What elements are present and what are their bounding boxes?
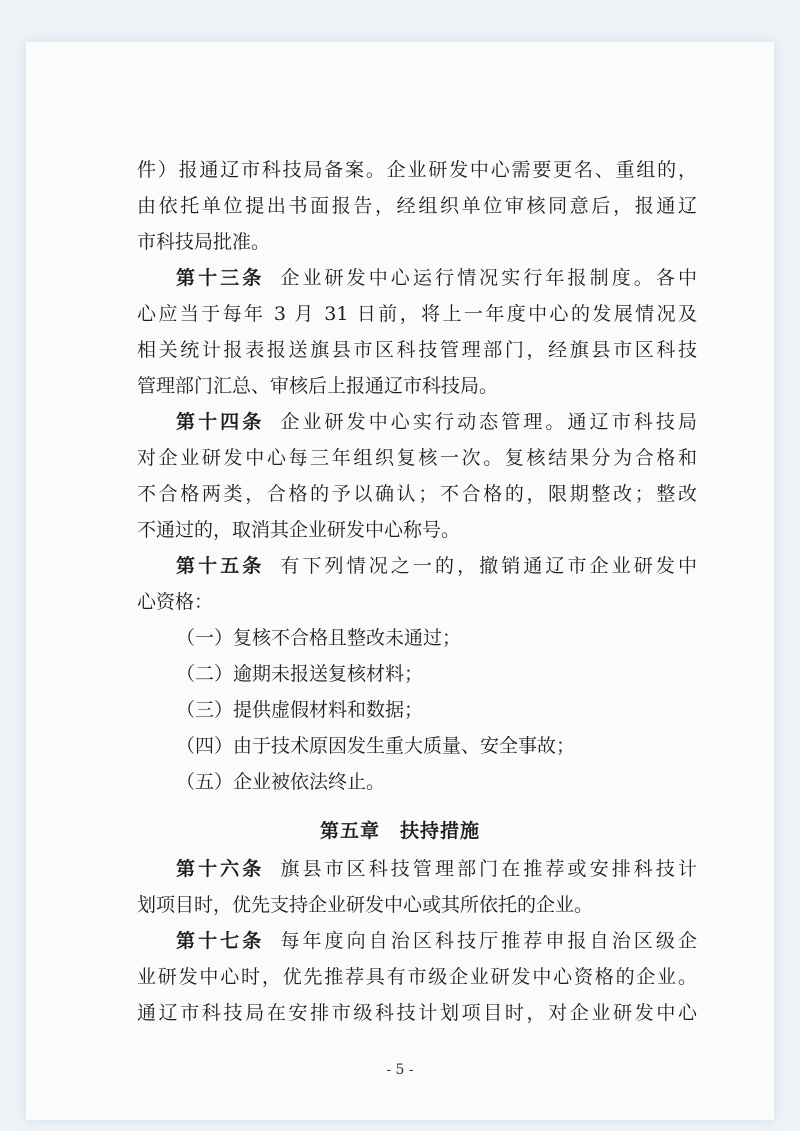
text-line: 划项目时，优先支持企业研发中心或其所依托的企业。 <box>137 894 594 916</box>
text-line: 不通过的，取消其企业研发中心称号。 <box>137 519 461 541</box>
article-16-label: 第十六条 <box>176 858 265 880</box>
list-item: （三）提供虚假材料和数据； <box>176 699 424 721</box>
article-15-label: 第十五条 <box>176 555 265 577</box>
text-line: 每年度向自治区科技厅推荐申报自治区级企 <box>280 930 697 952</box>
text-line: 件）报通辽市科技局备案。企业研发中心需要更名、重组的， <box>137 159 697 181</box>
text-line: 心应当于每年 3 月 31 日前，将上一年度中心的发展情况及 <box>137 303 697 325</box>
list-item: （四）由于技术原因发生重大质量、安全事故； <box>176 735 576 757</box>
text-line: 业研发中心时，优先推荐具有市级企业研发中心资格的企业。 <box>137 966 697 988</box>
article-14-label: 第十四条 <box>176 411 265 433</box>
text-line: 企业研发中心实行动态管理。通辽市科技局 <box>280 411 697 433</box>
text-line: 企业研发中心运行情况实行年报制度。各中 <box>280 267 697 289</box>
list-item: （二）逾期未报送复核材料； <box>176 663 424 685</box>
article-16-first-line <box>176 856 697 882</box>
text-line: 市科技局批准。 <box>137 231 271 253</box>
text-line: 心资格： <box>137 591 214 613</box>
text-line: 有下列情况之一的，撤销通辽市企业研发中 <box>280 555 697 577</box>
text-line: 相关统计报表报送旗县市区科技管理部门，经旗县市区科技 <box>137 339 697 361</box>
article-15-first-line <box>176 553 697 579</box>
article-14-first-line <box>176 409 697 435</box>
list-item: （一）复核不合格且整改未通过； <box>176 627 462 649</box>
text-line: 由依托单位提出书面报告，经组织单位审核同意后，报通辽 <box>137 195 697 217</box>
text-line: 不合格两类，合格的予以确认；不合格的，限期整改；整改 <box>137 483 697 505</box>
text-line: 通辽市科技局在安排市级科技计划项目时，对企业研发中心 <box>137 1002 697 1024</box>
list-item: （五）企业被依法终止。 <box>176 771 386 793</box>
text-line: 旗县市区科技管理部门在推荐或安排科技计 <box>280 858 697 880</box>
article-17-label: 第十七条 <box>176 930 265 952</box>
page-number: - 5 - <box>386 1062 414 1078</box>
text-line: 对企业研发中心每三年组织复核一次。复核结果分为合格和 <box>137 447 697 469</box>
article-13-label: 第十三条 <box>176 267 265 289</box>
article-17-first-line <box>176 928 697 954</box>
chapter-heading: 第五章 扶持措施 <box>319 820 480 842</box>
article-13-first-line <box>176 265 697 291</box>
text-line: 管理部门汇总、审核后上报通辽市科技局。 <box>137 375 499 397</box>
